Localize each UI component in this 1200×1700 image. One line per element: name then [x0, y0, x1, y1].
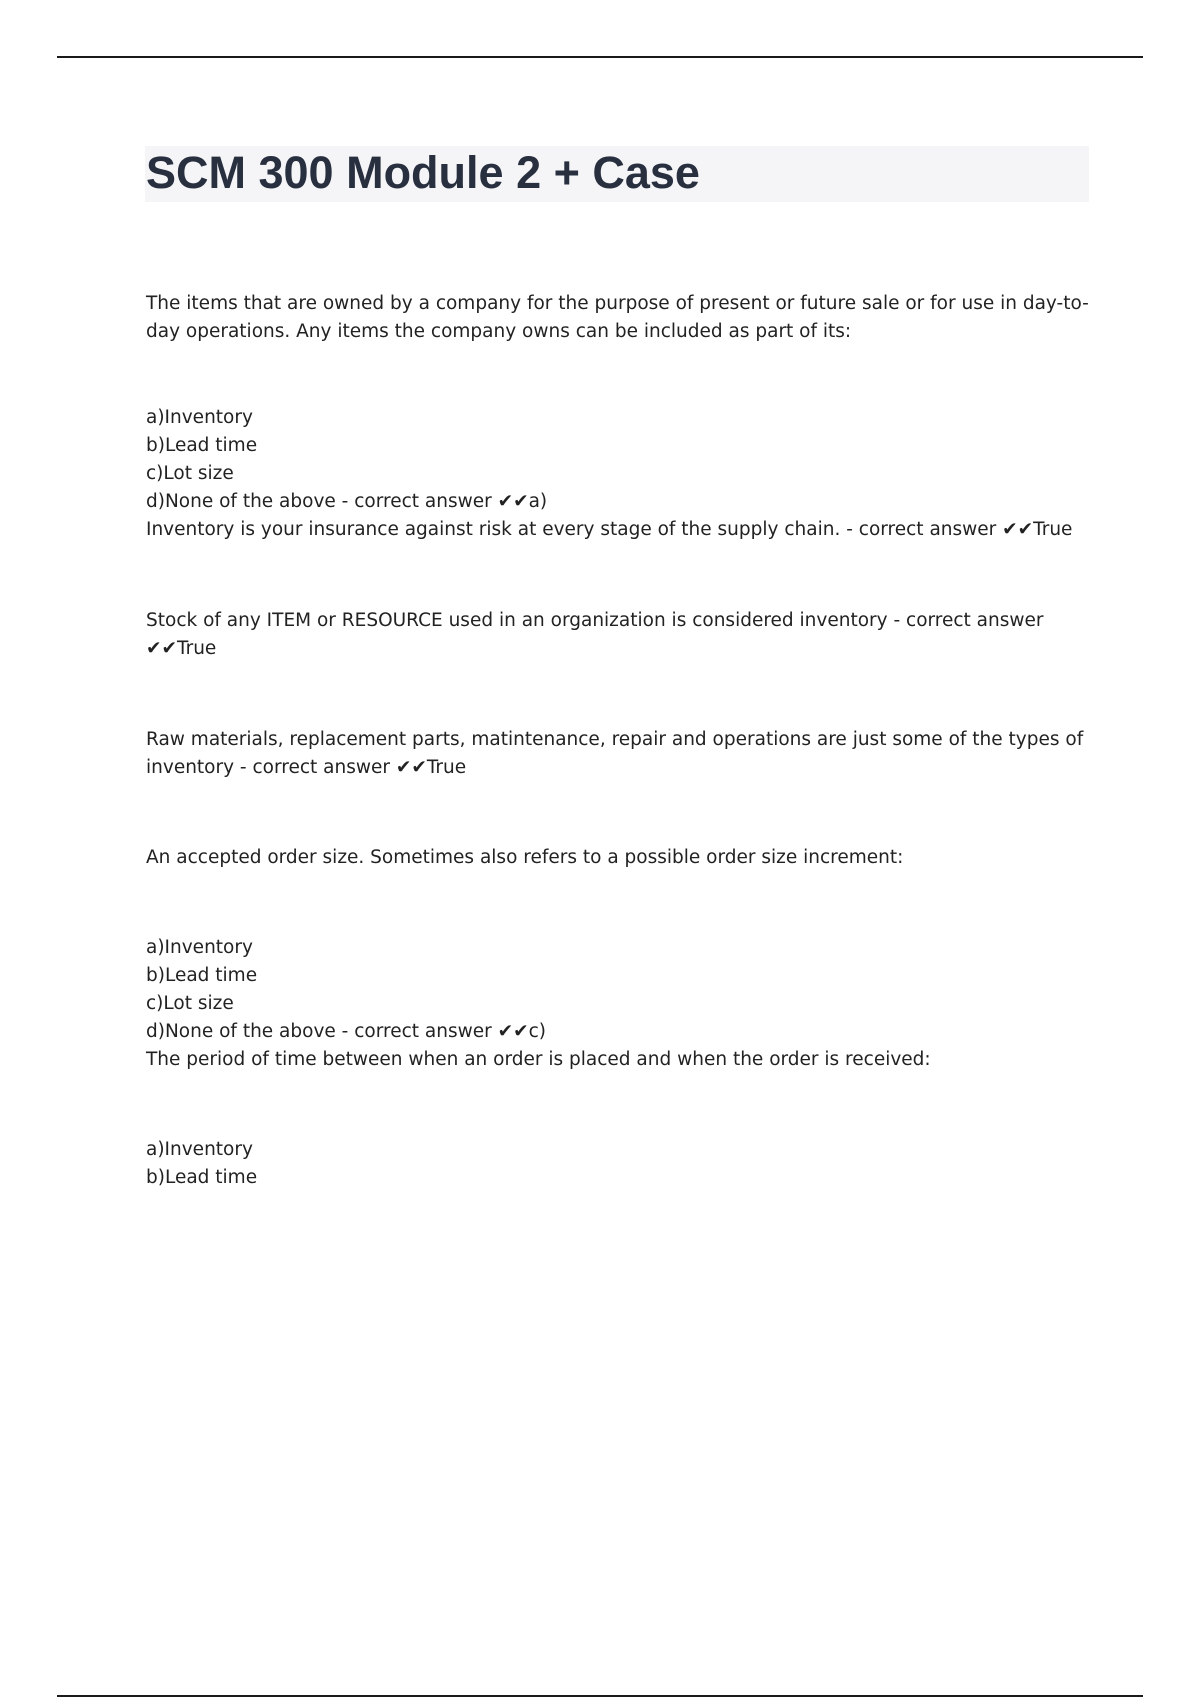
question-item-1	[146, 290, 1096, 516]
bottom-rule	[57, 1695, 1143, 1697]
question-text: An accepted order size. Sometimes also refers to a possible order size increment:	[146, 847, 904, 868]
page-title: SCM 300 Module 2 + Case	[146, 147, 700, 198]
answer-option-d: d)None of the above - correct answer ✔✔a)	[146, 491, 548, 512]
answer-option-c: c)Lot size	[146, 463, 234, 484]
statement-item-3: Stock of any ITEM or RESOURCE used in an organization is considered inventory - correct answer ✔✔True	[146, 610, 1044, 659]
statement-item-2: Inventory is your insurance against risk at every stage of the supply chain. - correct answer ✔✔True	[146, 519, 1073, 540]
answer-option-b: b)Lead time	[146, 1167, 258, 1188]
statement-item-4: Raw materials, replacement parts, matintenance, repair and operations are just some of the types of inventory - correct answer ✔✔True	[146, 729, 1084, 778]
top-rule	[57, 56, 1143, 58]
answer-option-a: a)Inventory	[146, 1139, 253, 1160]
answer-option-c: c)Lot size	[146, 993, 234, 1014]
question-text: The period of time between when an order is placed and when the order is received:	[146, 1049, 931, 1070]
question-item-5	[146, 844, 1096, 1046]
answer-option-d: d)None of the above - correct answer ✔✔c)	[146, 1021, 546, 1042]
question-text: The items that are owned by a company for the purpose of present or future sale or for use in day-to-day operations. Any items the company owns can be included as part of its:	[146, 293, 1089, 342]
document-body	[146, 290, 1096, 1192]
answer-option-b: b)Lead time	[146, 435, 258, 456]
answer-option-a: a)Inventory	[146, 407, 253, 428]
answer-option-b: b)Lead time	[146, 965, 258, 986]
question-item-6	[146, 1046, 1096, 1192]
answer-option-a: a)Inventory	[146, 937, 253, 958]
